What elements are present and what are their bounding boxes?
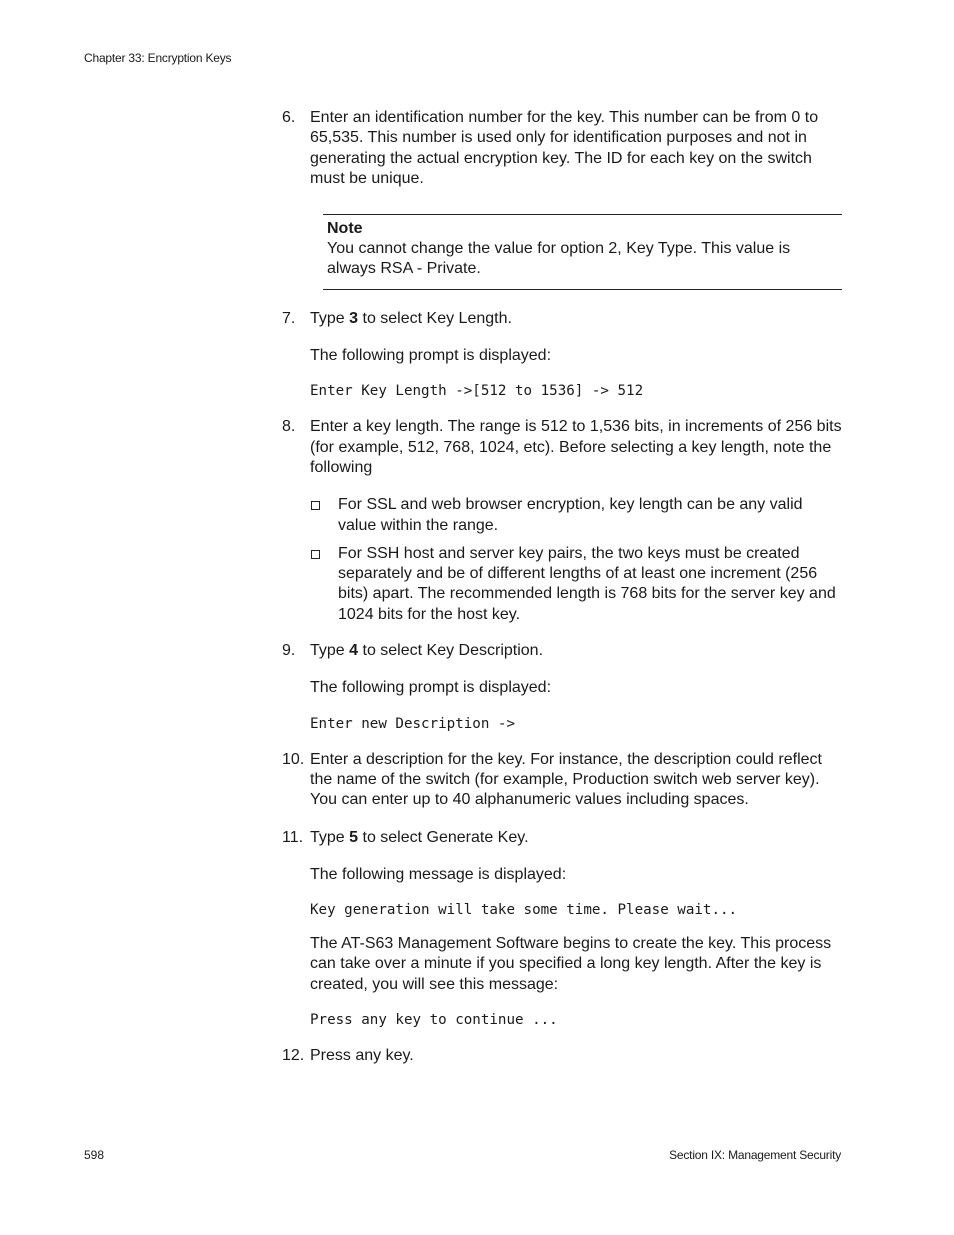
note-text: You cannot change the value for option 2, Key Type. This value is always RSA - Private. [327,240,791,278]
step-text-part: Type [310,828,350,846]
step-text [310,309,842,329]
page-body [282,108,842,1066]
step-11 [282,828,842,848]
step-text-part: to select Generate Key. [358,828,529,846]
list-item [310,495,842,536]
checkbox-bullet-icon [310,495,338,536]
prompt-intro: The following prompt is displayed: [310,679,552,697]
step-text [310,828,842,848]
running-footer: Section IX: Management Security [669,1148,841,1162]
step-text: Enter a description for the key. For instance, the description could reflect the name of the switch (for example, Production switch web server key). You can enter up to 40 alphanumeric values including spaces. [310,750,822,809]
running-header: Chapter 33: Encryption Keys [84,51,232,65]
code-prompt: Enter Key Length ->[512 to 1536] -> 512 [310,383,644,400]
step-text-part: to select Key Description. [358,642,544,660]
note-title: Note [327,220,363,238]
step-number: 12. [282,1047,305,1065]
code-message: Press any key to continue ... [310,1012,558,1029]
step-text [310,641,842,661]
step-text-part: Type [310,642,350,660]
step-9 [282,641,842,661]
step-12 [282,1046,842,1066]
list-item [310,544,842,625]
key-option: 3 [349,309,359,327]
list-item-text: For SSH host and server key pairs, the two keys must be created separately and be of different lengths of at least one increment (256 bits) apart. The recommended length is 768 bits for the server key and 1024 bits for the host key. [338,544,836,623]
step-number: 11. [282,828,304,846]
checkbox-bullet-icon [310,544,338,625]
prompt-intro: The following message is displayed: [310,865,567,883]
code-message: Key generation will take some time. Please wait... [310,902,738,919]
page-number: 598 [84,1148,105,1162]
step-text: Enter a key length. The range is 512 to 1,536 bits, in increments of 256 bits (for example, 512, 768, 1024, etc). Before selecting a key length, note the following [310,418,842,476]
step-number: 6. [282,109,296,126]
step-number: 7. [282,309,296,327]
code-prompt: Enter new Description -> [310,715,515,732]
step-number: 9. [282,642,296,660]
step-8 [282,417,842,478]
step-text: Enter an identification number for the key. This number can be from 0 to 65,535. This number is used only for identification purposes and not in generating the actual encryption key. The ID for each key on the switch must be unique. [310,109,819,187]
step-text-part: Type [310,309,350,327]
step-text-part: to select Key Length. [358,309,512,327]
step-text: Press any key. [310,1047,414,1065]
note-box [323,214,842,290]
step-10 [282,750,842,811]
step-number: 8. [282,418,296,436]
step-7 [282,309,842,329]
key-option: 5 [349,828,359,846]
paragraph: The AT-S63 Management Software begins to create the key. This process can take over a minute if you specified a long key length. After the key is created, you will see this message: [310,935,832,993]
step-6 [282,108,842,189]
list-item-text: For SSL and web browser encryption, key length can be any valid value within the range. [338,496,803,534]
prompt-intro: The following prompt is displayed: [310,347,552,365]
key-option: 4 [349,642,359,660]
step-number: 10. [282,750,305,768]
